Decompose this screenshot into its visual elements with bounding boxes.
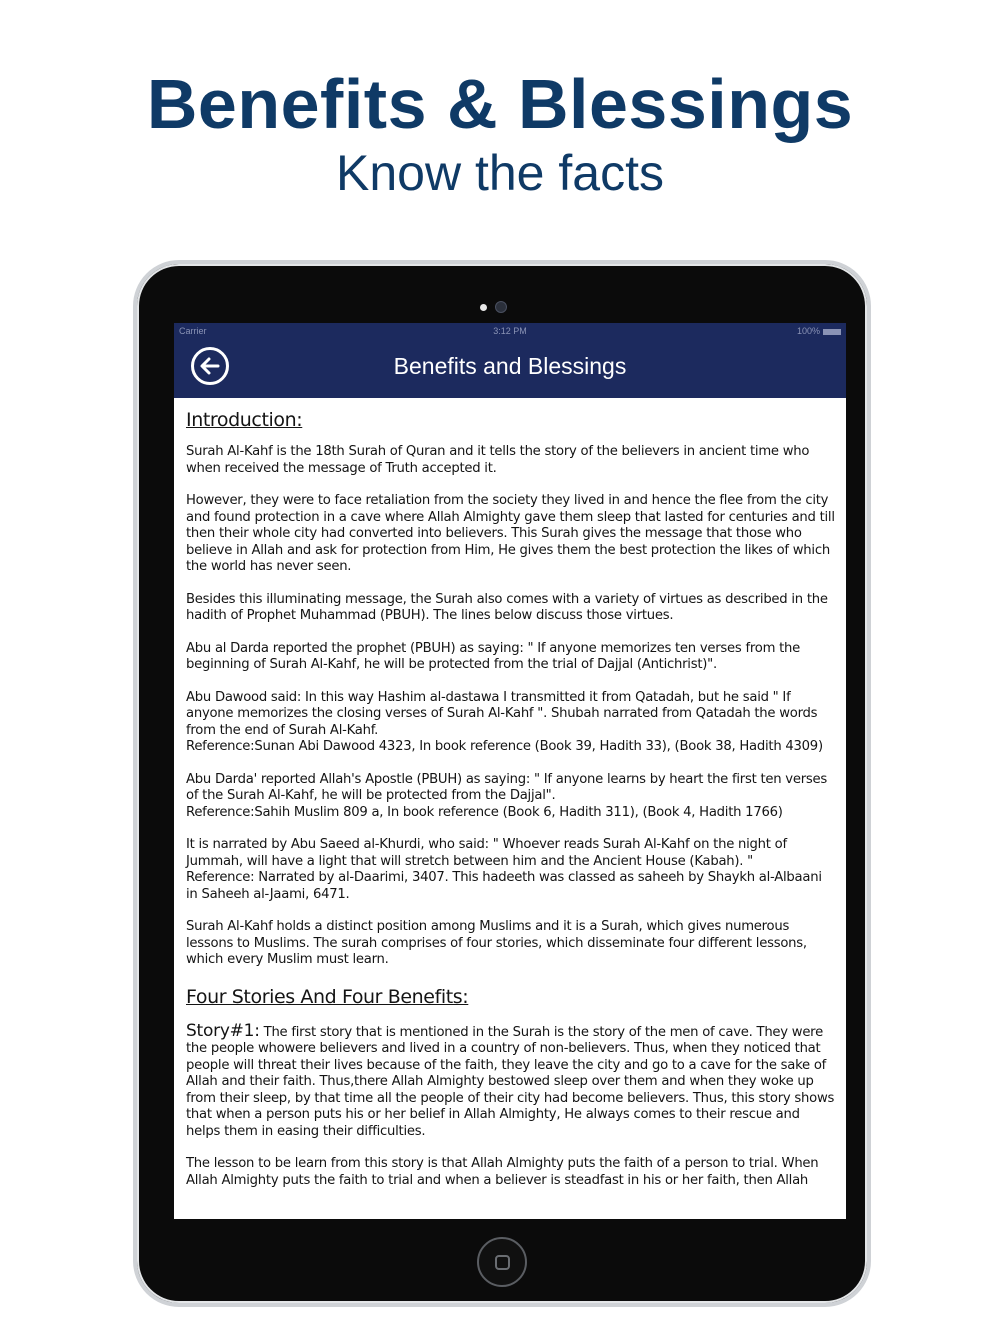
paragraph: Surah Al-Kahf is the 18th Surah of Quran and it tells the story of the believers in ancient time who when received the message of Truth accepted it. <box>186 444 810 476</box>
sensor-dot <box>480 304 487 311</box>
story-paragraph <box>186 1020 836 1141</box>
status-bar <box>174 323 846 340</box>
home-square-icon <box>495 1255 510 1270</box>
hadith-reference: Reference:Sunan Abi Dawood 4323, In book reference (Book 39, Hadith 33), (Book 38, Hadith 4309) <box>186 739 823 754</box>
promo-subline: Know the facts <box>336 145 664 201</box>
app-bar <box>174 323 846 398</box>
status-battery <box>797 323 841 340</box>
hadith-text: Abu Darda' reported Allah's Apostle (PBUH) as saying: " If anyone learns by heart the first ten verses of the Surah Al-Kahf, he will be protected from the Dajjal". <box>186 771 827 803</box>
status-time: 3:12 PM <box>493 326 527 336</box>
paragraph: Surah Al-Kahf holds a distinct position among Muslims and it is a Surah, which gives numerous lessons to Muslims. The surah comprises of four stories, which disseminate four different lessons, which every Muslim must learn. <box>186 919 807 967</box>
battery-icon <box>823 329 841 335</box>
app-screen <box>174 323 846 1219</box>
camera-icon <box>495 301 507 313</box>
paragraph: Besides this illuminating message, the Surah also comes with a variety of virtues as described in the hadith of Prophet Muhammad (PBUH). The lines below discuss those virtues. <box>186 591 828 623</box>
story-text: The first story that is mentioned in the Surah is the story of the men of cave. They were the people whowere believers and lived in a country of non-believers. Thus, when they noticed that people will threat their lives because of the faith, they leave the city and go to a cave for the sake of Allah and their faith. Thus,there Allah Almighty bestowed sleep over them and when they woke up from their sleep, by that time all the people of their city had become believers. Thus, this story shows that when a person puts his or her belief in Allah Almighty, He always comes to their rescue and helps them in easing their difficulties. <box>186 1024 835 1139</box>
home-button[interactable] <box>477 1237 527 1287</box>
paragraph: Abu al Darda reported the prophet (PBUH) as saying: " If anyone memorizes ten verses from the beginning of Surah Al-Kahf, he will be protected from the trial of Dajjal (Antichrist)". <box>186 640 800 672</box>
hadith-reference: Reference: Narrated by al-Daarimi, 3407. This hadeeth was classed as saheeh by Shaykh al-Albaani in Saheeh al-Jaami, 6471. <box>186 870 822 902</box>
hadith-text: Abu Dawood said: In this way Hashim al-dastawa I transmitted it from Qatadah, but he said " If anyone memorizes the closing verses of Surah Al-Kahf ". Shubah narrated from Qatadah the words from the end of Surah Al-Kahf. <box>186 689 818 738</box>
paragraph <box>186 690 836 756</box>
paragraph <box>186 772 836 822</box>
promo-headline: Benefits & Blessings <box>146 65 854 143</box>
stories-heading: Four Stories And Four Benefits: <box>186 985 469 1008</box>
story-label: Story#1: <box>186 1020 260 1041</box>
hadith-reference: Reference:Sahih Muslim 809 a, In book reference (Book 6, Hadith 311), (Book 4, Hadith 1766) <box>186 804 783 820</box>
paragraph: The lesson to be learn from this story is that Allah Almighty puts the faith of a person to trial. When Allah Almighty puts the faith to trial and when a believer is steadfast in his or her faith, then Allah <box>186 1156 819 1188</box>
status-carrier: Carrier <box>179 326 207 336</box>
paragraph: However, they were to face retaliation from the society they lived in and hence the flee from the city and found protection in a cave where Allah Almighty gave them sleep that lasted for centuries and till then their whole city had converted into believers. This Surah gives the message that those who believe in Allah and ask for protection from Him, He gives them the best protection the likes of which the world has never seen. <box>186 493 835 574</box>
battery-percent: 100% <box>796 326 820 336</box>
article-content <box>186 408 836 1205</box>
hadith-text: It is narrated by Abu Saeed al-Khurdi, who said: " Whoever reads Surah Al-Kahf on the night of Jummah, will have a light that will stretch between him and the Ancient House (Kabah). " <box>186 837 787 869</box>
paragraph <box>186 837 836 903</box>
intro-heading: Introduction: <box>186 409 303 431</box>
page-title: Benefits and Blessings <box>393 353 627 379</box>
